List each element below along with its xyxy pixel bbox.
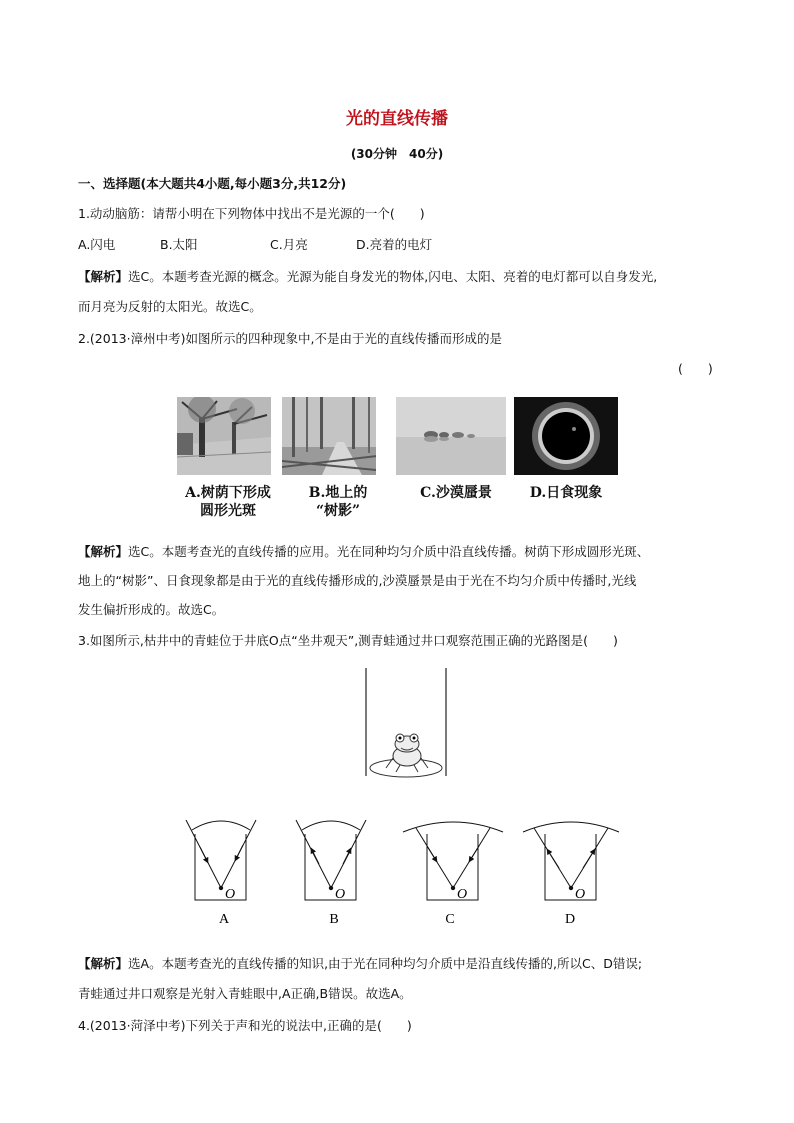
section-heading: 一、选择题(本大题共4小题,每小题3分,共12分) [78, 176, 347, 191]
caption-b: B.地上的 “树影” [308, 485, 368, 519]
time-score: (30分钟 40分) [350, 147, 444, 161]
question-2-stem: 2.(2013·漳州中考)如图所示的四种现象中,不是由于光的直线传播而形成的是 [78, 331, 502, 346]
diagram-b [296, 820, 366, 927]
frog-icon [386, 734, 428, 772]
svg-text:O: O [225, 887, 236, 902]
svg-text:O: O [575, 887, 586, 902]
photo-desert-mirage [396, 397, 506, 475]
analysis-tag: 【解析】 [78, 269, 129, 284]
svg-text:O: O [335, 887, 346, 902]
caption-c: C.沙漠蜃景 [420, 485, 492, 501]
q1-option-b: B.太阳 [160, 237, 198, 252]
question-4-stem: 4.(2013·菏泽中考)下列关于声和光的说法中,正确的是( ) [78, 1018, 412, 1033]
photo-tree-shadow [282, 397, 376, 475]
caption-a: A.树荫下形成 圆形光斑 [185, 485, 271, 519]
q1-analysis-line1: 【解析】选C。本题考查光源的概念。光源为能自身发光的物体,闪电、太阳、亮着的电灯都可以自身发光, [78, 269, 658, 284]
q3-analysis-line1: 【解析】选A。本题考查光的直线传播的知识,由于光在同种均匀介质中是沿直线传播的,所以C、D错误; [78, 956, 643, 971]
q3-analysis-line2: 青蛙通过井口观察是光射入青蛙眼中,A正确,B错误。故选A。 [78, 986, 412, 1001]
well-frog-illustration [360, 668, 460, 783]
light-path-diagrams [170, 812, 630, 932]
svg-text:O: O [457, 887, 468, 902]
svg-text:A: A [218, 912, 230, 927]
photo-tree-shade [177, 397, 271, 475]
answer-paren: ( ) [678, 361, 713, 376]
svg-text:D: D [564, 912, 576, 927]
page-title: 光的直线传播 [346, 109, 448, 129]
svg-text:B: B [329, 912, 339, 927]
q2-analysis-line1: 【解析】选C。本题考查光的直线传播的应用。光在同种均匀介质中沿直线传播。树荫下形成圆形光斑、 [78, 544, 650, 559]
question-3-stem: 3.如图所示,枯井中的青蛙位于井底O点“坐井观天”,测青蛙通过井口观察范围正确的光路图是( ) [78, 633, 618, 648]
q1-option-d: D.亮着的电灯 [356, 237, 433, 252]
caption-d: D.日食现象 [529, 485, 603, 501]
q2-analysis-line3: 发生偏折形成的。故选C。 [78, 602, 225, 617]
q1-option-a: A.闪电 [78, 237, 116, 252]
q1-analysis-line2: 而月亮为反射的太阳光。故选C。 [78, 299, 262, 314]
diagram-a [186, 820, 256, 927]
svg-text:C: C [445, 912, 455, 927]
photo-solar-eclipse [514, 397, 618, 475]
q2-analysis-line2: 地上的“树影”、日食现象都是由于光的直线传播形成的,沙漠蜃景是由于光在不均匀介质中传播时,光线 [78, 573, 637, 588]
diagram-d [523, 822, 619, 927]
q1-option-c: C.月亮 [270, 237, 308, 252]
question-1-stem: 1.动动脑筋：请帮小明在下列物体中找出不是光源的一个( ) [78, 206, 425, 221]
diagram-c [403, 822, 503, 927]
